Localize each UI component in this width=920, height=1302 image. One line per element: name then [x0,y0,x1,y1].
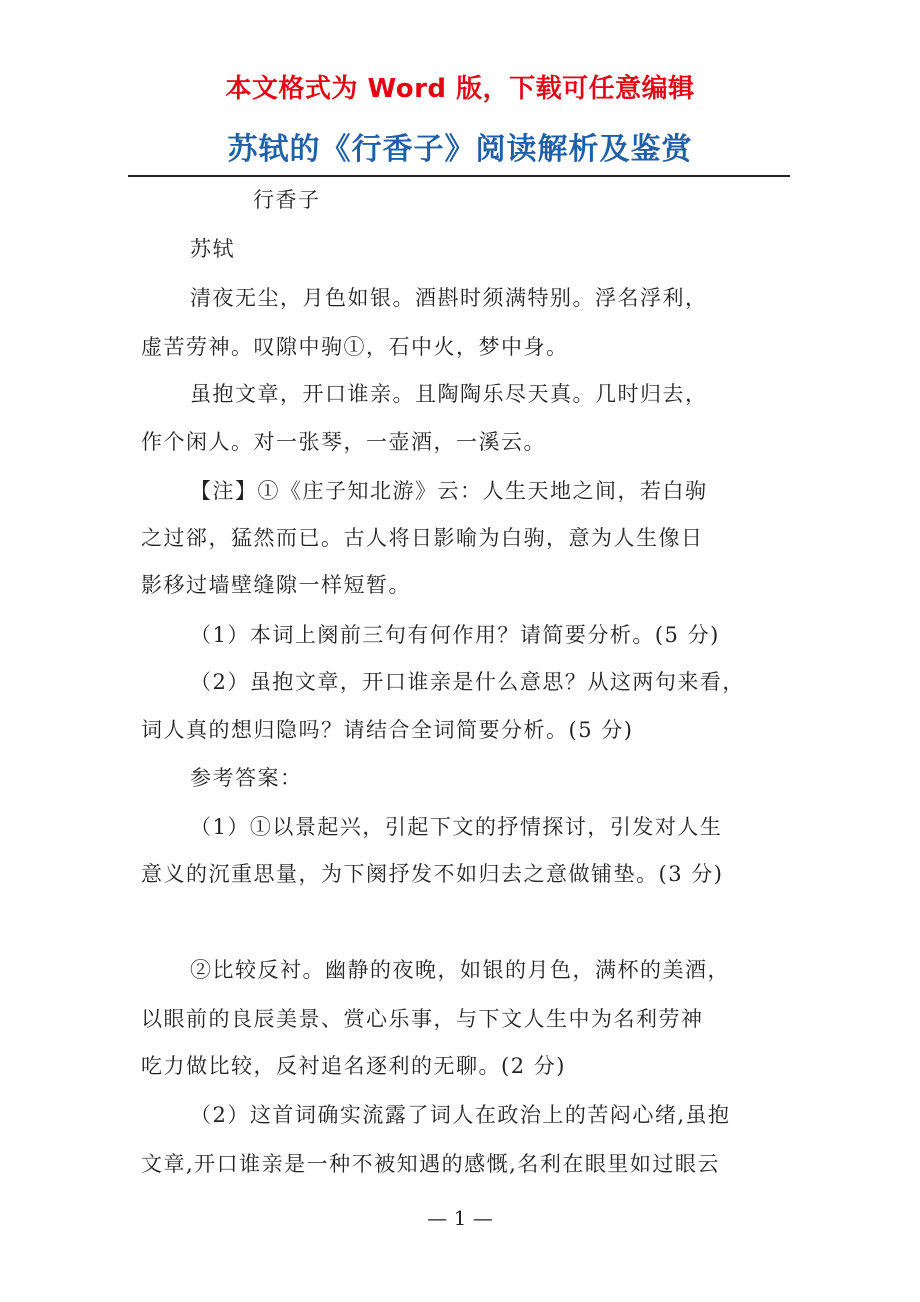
answer-1b-line: 以眼前的良辰美景、赏心乐事，与下文人生中为名利劳神 [141,1007,704,1031]
question-1: （1）本词上阕前三句有何作用？请简要分析。(5 分) [190,623,720,647]
answer-label: 参考答案： [190,766,303,790]
answer-2-line: 文章,开口谁亲是一种不被知遇的感慨,名利在眼里如过眼云 [141,1152,720,1176]
answer-1b-line: 吃力做比较，反衬追名逐利的无聊。(2 分) [141,1054,566,1078]
question-2-line: 词人真的想归隐吗？请结合全词简要分析。(5 分) [141,718,634,742]
document-title: 苏轼的《行香子》阅读解析及鉴赏 [227,132,693,167]
poem-line: 虚苦劳神。叹隙中驹①，石中火，梦中身。 [141,335,569,359]
poem-author: 苏轼 [190,237,235,261]
note-line: 【注】①《庄子知北游》云：人生天地之间，若白驹 [190,479,708,503]
download-banner: 本文格式为 Word 版，下载可任意编辑 [225,74,695,104]
title-divider [128,175,790,177]
answer-2-line: （2）这首词确实流露了词人在政治上的苦闷心绪,虽抱 [190,1103,731,1127]
answer-1-line: （1）①以景起兴，引起下文的抒情探讨，引发对人生 [190,815,723,839]
question-2-line: （2）虽抱文章，开口谁亲是什么意思？从这两句来看， [190,670,745,694]
answer-1-line: 意义的沉重思量，为下阕抒发不如归去之意做铺垫。(3 分) [141,862,724,886]
note-line: 影移过墙壁缝隙一样短暂。 [141,573,411,597]
answer-1b-line: ②比较反衬。幽静的夜晚，如银的月色，满杯的美酒， [190,958,730,982]
note-line: 之过郤，猛然而已。古人将日影喻为白驹，意为人生像日 [141,526,704,550]
poem-line: 作个闲人。对一张琴，一壶酒，一溪云。 [141,430,546,454]
page-number: — 1 — [427,1206,493,1230]
poem-title: 行香子 [253,188,321,212]
poem-line: 虽抱文章，开口谁亲。且陶陶乐尽天真。几时归去， [190,382,708,406]
poem-line: 清夜无尘，月色如银。酒斟时须满特别。浮名浮利， [190,286,708,310]
